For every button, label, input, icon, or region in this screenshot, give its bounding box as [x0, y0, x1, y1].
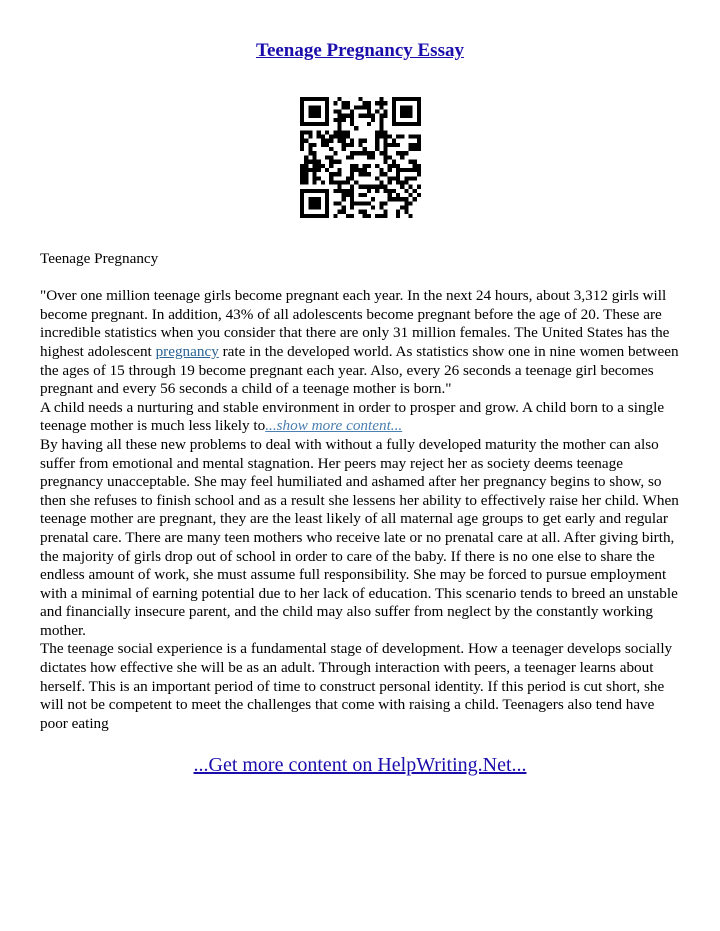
essay-paragraph-3: By having all these new problems to deal with without a fully developed maturity the mother can also suffer from emotional and mental stagnation. Her peers may reject her as society deems teenage pregnancy unacceptable. She may feel humiliated and ashamed after her pregnancy begins to show, so then she refuses to finish school and as a result she lessens her ability to effectively raise her child. When teenage mother are pregnant, they are the least likely of all maternal age groups to get early and regular prenatal care. There are many teen mothers who receive late or no prenatal care at all. After giving birth, the majority of girls drop out of school in order to care of the baby. If there is no one else to share the endless amount of work, she must assume full responsibility. She may be forced to pursue employment with a minimal of earning potential due to her lack of education. This scenario tends to breed an unstable and financially insecure parent, and the child may also suffer from neglect by the constantly working mother.: [40, 435, 679, 639]
footer: [0, 754, 720, 777]
qr-code-icon: [300, 97, 421, 218]
title-link[interactable]: Teenage Pregnancy Essay: [256, 40, 464, 61]
essay-body: [40, 250, 685, 733]
get-more-content-link[interactable]: ...Get more content on HelpWriting.Net...: [193, 754, 527, 776]
essay-paragraph-2-text: A child needs a nurturing and stable environment in order to prosper and grow. A child born to a single teenage mother is much less likely to: [40, 398, 665, 435]
page-title: [0, 40, 720, 62]
essay-paragraph-1-end: rate in the developed world. As statistics show one in nine women between the ages of 15 through 19 become pregnant each year. Also, every 26 seconds a teenage girl becomes pregnant and every 56 seconds a child of a teenage mother is born.": [40, 342, 679, 398]
essay-paragraph-1: [40, 287, 685, 399]
essay-paragraph-1-start: "Over one million teenage girls become pregnant each year. In the next 24 hours, about 3,312 girls will become pregnant. In addition, 43% of all adolescents become pregnant before the age of 20. These are incredible statistics when you consider that there are only 31 million females. The United States has the highest adolescent: [40, 287, 670, 360]
essay-heading: Teenage Pregnancy: [40, 250, 159, 267]
pregnancy-link[interactable]: pregnancy: [155, 342, 219, 360]
show-more-link[interactable]: ...show more content...: [265, 417, 403, 435]
essay-paragraph-4: The teenage social experience is a fundamental stage of development. How a teenager develops socially dictates how effective she will be as an adult. Through interaction with peers, a teenager learns about herself. This is an important period of time to construct personal identity. If this period is cut short, she will not be competent to meet the challenges that come with raising a child. Teenagers also tend have poor eating: [40, 640, 673, 732]
essay-paragraph-2: [40, 399, 685, 436]
